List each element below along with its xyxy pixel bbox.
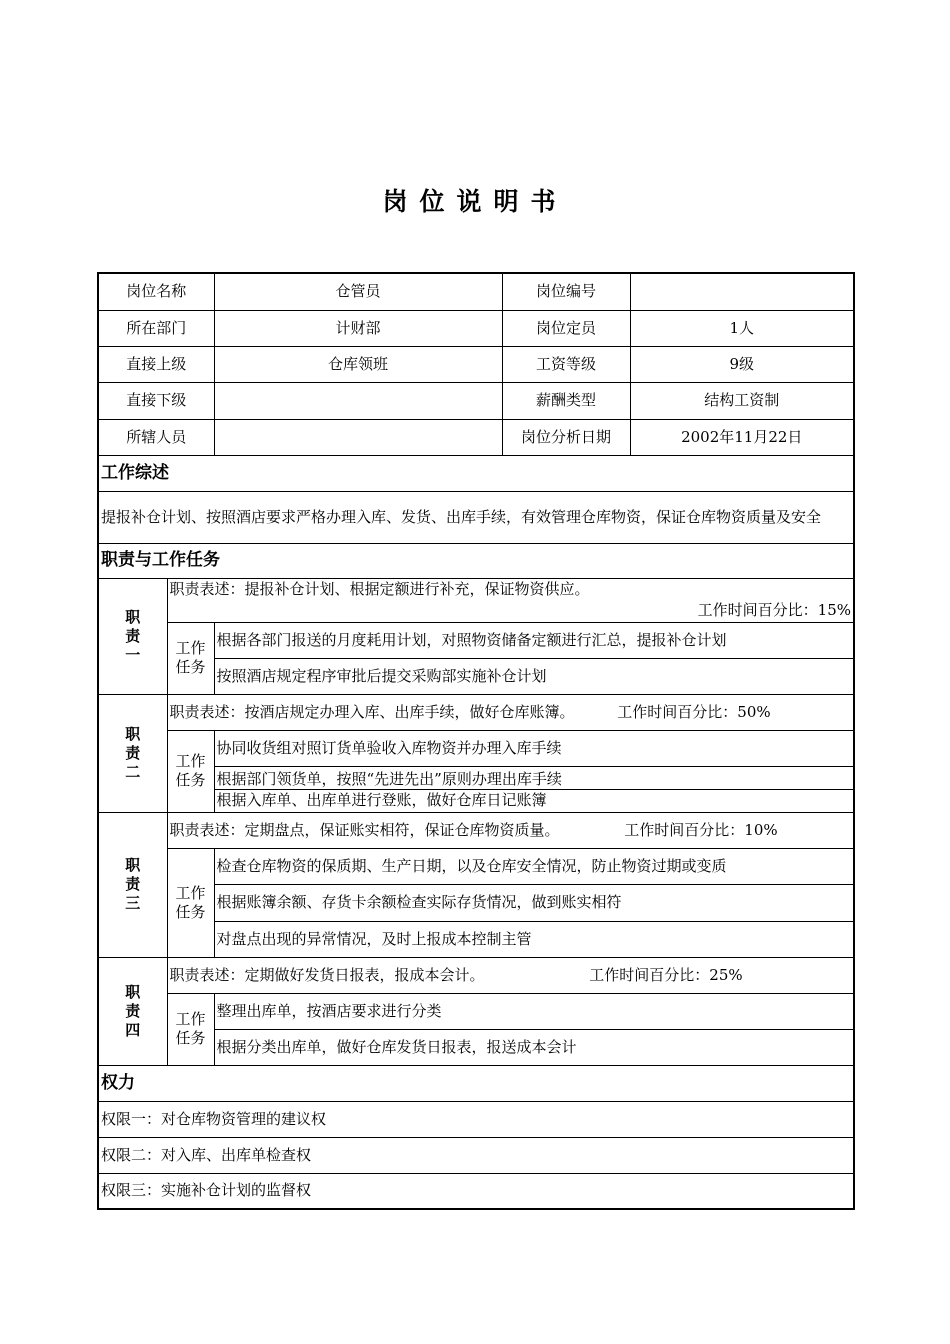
duty-4-task-2: 根据分类出库单，做好仓库发货日报表，报送成本会计 (214, 1029, 854, 1065)
info-value: 1人 (630, 310, 854, 346)
info-label: 岗位定员 (502, 310, 630, 346)
duty-3-desc: 职责表述：定期盘点，保证账实相符，保证仓库物资质量。 (169, 820, 560, 839)
duty-1-task-1: 根据各部门报送的月度耗用计划，对照物资储备定额进行汇总，提报补仓计划 (214, 622, 854, 658)
info-value (630, 273, 854, 310)
duty-2-desc: 职责表述：按酒店规定办理入库、出库手续，做好仓库账簿。 (169, 702, 575, 721)
duty-3-pct: 工作时间百分比：10% (624, 820, 778, 839)
duty-3-task-2: 根据账簿余额、存货卡余额检查实际存货情况，做到账实相符 (214, 884, 854, 921)
duty-3-task-1: 检查仓库物资的保质期、生产日期，以及仓库安全情况，防止物资过期或变质 (214, 848, 854, 884)
info-value: 结构工资制 (630, 382, 854, 419)
info-value: 仓库领班 (214, 346, 502, 382)
duty-4-pct: 工作时间百分比：25% (589, 965, 743, 984)
duty-2-desc-cell (167, 694, 854, 730)
info-label: 所辖人员 (98, 419, 214, 455)
power-item-1: 权限一：对仓库物资管理的建议权 (98, 1101, 854, 1137)
duty-2-task-label: 工作 任务 (167, 730, 214, 812)
info-value: 仓管员 (214, 273, 502, 310)
duty-3-task-label: 工作 任务 (167, 848, 214, 957)
duty-2-pct: 工作时间百分比：50% (617, 702, 771, 721)
duty-2-label: 职 责 二 (98, 694, 167, 812)
summary-heading: 工作综述 (98, 455, 854, 491)
power-item-2: 权限二：对入库、出库单检查权 (98, 1137, 854, 1173)
duty-4-desc-cell (167, 957, 854, 993)
duty-4-desc: 职责表述：定期做好发货日报表，报成本会计。 (169, 965, 485, 984)
duty-1-task-label: 工作 任务 (167, 622, 214, 694)
duty-4-task-label: 工作 任务 (167, 993, 214, 1065)
info-value: 9级 (630, 346, 854, 382)
duty-3-desc-cell (167, 812, 854, 848)
info-label: 直接下级 (98, 382, 214, 419)
summary-text: 提报补仓计划、按照酒店要求严格办理入库、发货、出库手续，有效管理仓库物资，保证仓库物资质量及安全 (98, 491, 854, 543)
info-value (214, 382, 502, 419)
duty-1-desc: 职责表述：提报补仓计划、根据定额进行补充，保证物资供应。 (169, 579, 590, 598)
duty-4-task-1: 整理出库单，按酒店要求进行分类 (214, 993, 854, 1029)
duty-1-label: 职 责 一 (98, 578, 167, 694)
info-value: 2002年11月22日 (630, 419, 854, 455)
info-label: 薪酬类型 (502, 382, 630, 419)
duty-3-task-3: 对盘点出现的异常情况，及时上报成本控制主管 (214, 921, 854, 957)
info-label: 岗位分析日期 (502, 419, 630, 455)
info-label: 直接上级 (98, 346, 214, 382)
info-value: 计财部 (214, 310, 502, 346)
duty-2-task-1: 协同收货组对照订货单验收入库物资并办理入库手续 (214, 730, 854, 766)
duty-1-task-2: 按照酒店规定程序审批后提交采购部实施补仓计划 (214, 658, 854, 694)
page-title: 岗位说明书 (382, 187, 568, 216)
duties-heading: 职责与工作任务 (98, 543, 854, 578)
job-description-table (97, 272, 855, 1210)
power-heading: 权力 (98, 1065, 854, 1101)
duty-2-task-3: 根据入库单、出库单进行登账，做好仓库日记账簿 (214, 789, 854, 812)
duty-2-task-2: 根据部门领货单，按照“先进先出”原则办理出库手续 (214, 766, 854, 789)
info-label: 所在部门 (98, 310, 214, 346)
duty-3-label: 职 责 三 (98, 812, 167, 957)
info-label: 岗位名称 (98, 273, 214, 310)
info-label: 岗位编号 (502, 273, 630, 310)
power-item-3: 权限三：实施补仓计划的监督权 (98, 1173, 854, 1209)
info-label: 工资等级 (502, 346, 630, 382)
duty-1-pct: 工作时间百分比：15% (697, 600, 852, 619)
duty-1-desc-cell (167, 578, 854, 622)
duty-4-label: 职 责 四 (98, 957, 167, 1065)
info-value (214, 419, 502, 455)
